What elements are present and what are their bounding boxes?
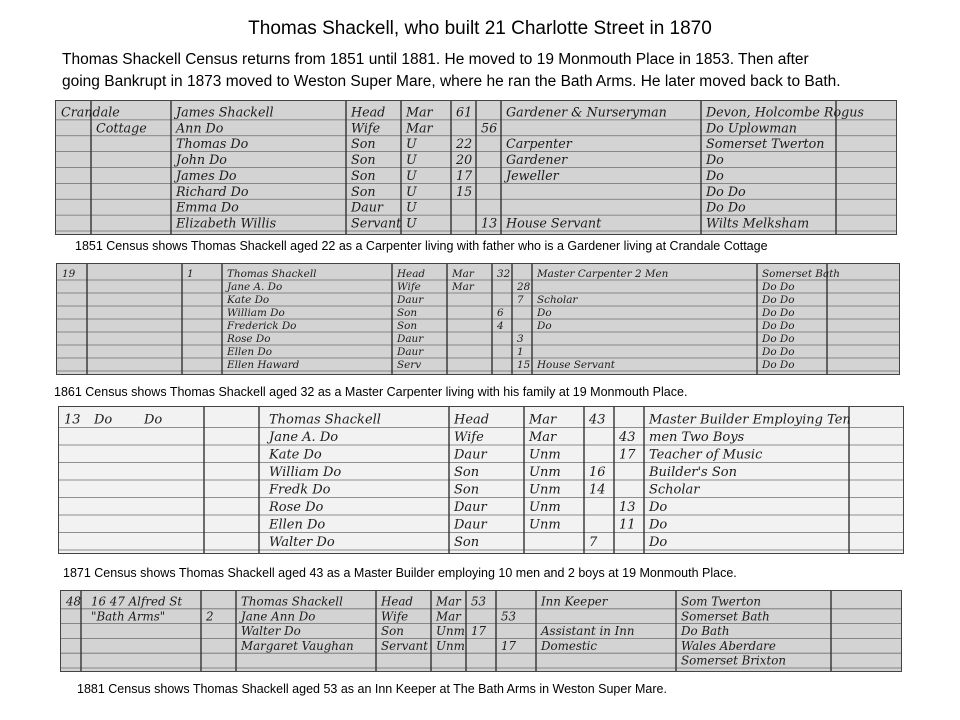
census-age-male-cell: 22 bbox=[456, 136, 473, 152]
census-birthplace-cell: Do Do bbox=[706, 183, 746, 199]
census-name-cell: Elizabeth Willis bbox=[176, 215, 277, 231]
census-place-text: 48 bbox=[66, 594, 82, 609]
census-relation-cell: Son bbox=[351, 167, 376, 183]
census-relation-cell: Son bbox=[397, 320, 418, 333]
census-name-cell: Thomas Shackell bbox=[269, 412, 381, 428]
census-name-cell: Ellen Do bbox=[269, 517, 326, 533]
census-condition-cell: U bbox=[406, 199, 417, 215]
census-birthplace-cell: Do Do bbox=[762, 333, 795, 346]
census-name-cell: Ellen Haward bbox=[227, 359, 300, 372]
census-condition-cell: U bbox=[406, 167, 417, 183]
census-age-female-cell: 56 bbox=[481, 120, 498, 136]
census-name-cell: Ann Do bbox=[176, 120, 224, 136]
census-occupation-cell: Do bbox=[649, 500, 668, 516]
census-condition-cell: Unm bbox=[529, 482, 561, 498]
census-name-cell: William Do bbox=[269, 465, 342, 481]
census-age-male-cell: 7 bbox=[589, 535, 598, 551]
census-name-cell: Richard Do bbox=[176, 183, 249, 199]
census-age-female-cell: 53 bbox=[501, 609, 517, 624]
census-condition-cell: Mar bbox=[436, 594, 461, 609]
census-condition-cell: U bbox=[406, 215, 417, 231]
census-name-cell: Emma Do bbox=[176, 199, 239, 215]
census-relation-cell: Son bbox=[351, 152, 376, 168]
census-name-cell: Rose Do bbox=[227, 333, 271, 346]
census-birthplace-cell: Somerset Bath bbox=[762, 268, 841, 281]
census-relation-cell: Head bbox=[351, 104, 386, 120]
census-name-cell: Thomas Shackell bbox=[227, 268, 317, 281]
census-place-text: 1 bbox=[187, 268, 194, 281]
census-birthplace-cell: Som Twerton bbox=[681, 594, 761, 609]
census-birthplace-cell: Do bbox=[706, 152, 724, 168]
census-occupation-cell: Assistant in Inn bbox=[541, 624, 635, 639]
census-relation-cell: Son bbox=[454, 535, 480, 551]
census-name-cell: Jane Ann Do bbox=[241, 609, 316, 624]
census-relation-cell: Wife bbox=[397, 281, 421, 294]
census-ledger-svg bbox=[61, 591, 901, 671]
census-occupation-cell: Do bbox=[649, 517, 668, 533]
census-name-cell: Walter Do bbox=[269, 535, 335, 551]
page-title: Thomas Shackell, who built 21 Charlotte Street in 1870 bbox=[248, 18, 712, 39]
census-occupation-cell: House Servant bbox=[506, 215, 602, 231]
census-name-cell: Fredk Do bbox=[269, 482, 331, 498]
census-occupation-cell: Jeweller bbox=[506, 167, 559, 183]
census-place-text: 2 bbox=[206, 609, 214, 624]
census-birthplace-cell: Do Do bbox=[762, 346, 795, 359]
census-age-male-cell: 61 bbox=[456, 104, 473, 120]
census-birthplace-cell: Do Do bbox=[762, 320, 795, 333]
census-relation-cell: Daur bbox=[454, 500, 487, 516]
census-image-1871 bbox=[58, 406, 904, 554]
census-age-male-cell: 16 bbox=[589, 465, 606, 481]
census-place-text: Do bbox=[144, 412, 163, 428]
census-condition-cell: Unm bbox=[529, 500, 561, 516]
census-relation-cell: Wife bbox=[454, 430, 484, 446]
census-age-male-cell: 17 bbox=[456, 167, 473, 183]
census-birthplace-cell: Do Do bbox=[762, 281, 795, 294]
census-age-male-cell: 32 bbox=[497, 268, 511, 281]
census-relation-cell: Son bbox=[381, 624, 404, 639]
census-condition-cell: Mar bbox=[529, 430, 557, 446]
census-birthplace-cell: Devon, Holcombe Rogus bbox=[706, 104, 864, 120]
census-age-female-cell: 1 bbox=[517, 346, 524, 359]
census-relation-cell: Servant bbox=[381, 638, 428, 653]
census-age-male-cell: 15 bbox=[456, 183, 473, 199]
census-relation-cell: Head bbox=[397, 268, 426, 281]
census-birthplace-cell: Wilts Melksham bbox=[706, 215, 810, 231]
census-name-cell: James Do bbox=[176, 167, 237, 183]
census-birthplace-cell: Do Bath bbox=[681, 624, 730, 639]
census-relation-cell: Daur bbox=[397, 346, 424, 359]
census-occupation-cell: men Two Boys bbox=[649, 430, 745, 446]
census-name-cell: Kate Do bbox=[227, 294, 270, 307]
caption-1861: 1861 Census shows Thomas Shackell aged 32 as a Master Carpenter living with his family at 19 Monmouth Place. bbox=[54, 385, 688, 399]
census-condition-cell: Mar bbox=[436, 609, 461, 624]
census-birthplace-cell: Do Do bbox=[706, 199, 746, 215]
census-occupation-cell: Scholar bbox=[649, 482, 700, 498]
intro-text bbox=[62, 49, 942, 93]
caption-1851: 1851 Census shows Thomas Shackell aged 22 as a Carpenter living with father who is a Gardener living at Crandale Cottage bbox=[75, 239, 768, 253]
census-image-1861 bbox=[56, 263, 900, 375]
census-place-text: 19 bbox=[62, 268, 76, 281]
census-age-female-cell: 17 bbox=[619, 447, 636, 463]
census-occupation-cell: Master Carpenter 2 Men bbox=[537, 268, 669, 281]
census-age-male-cell: 20 bbox=[456, 152, 473, 168]
census-relation-cell: Servant bbox=[351, 215, 402, 231]
census-occupation-cell: Do bbox=[537, 307, 552, 320]
intro-line-1: Thomas Shackell Census returns from 1851 until 1881. He moved to 19 Monmouth Place in 1853. Then after bbox=[62, 51, 809, 68]
census-relation-cell: Son bbox=[351, 183, 376, 199]
census-condition-cell: Unm bbox=[529, 465, 561, 481]
census-birthplace-cell: Do bbox=[706, 167, 724, 183]
census-age-female-cell: 11 bbox=[619, 517, 636, 533]
census-condition-cell: Mar bbox=[452, 281, 474, 294]
census-birthplace-cell: Do Do bbox=[762, 294, 795, 307]
census-ledger-svg bbox=[59, 407, 903, 553]
census-age-female-cell: 43 bbox=[619, 430, 636, 446]
census-age-female-cell: 13 bbox=[619, 500, 636, 516]
census-ledger-svg bbox=[56, 101, 896, 234]
census-name-cell: Jane A. Do bbox=[269, 430, 339, 446]
census-place-text: 13 bbox=[64, 412, 81, 428]
census-age-female-cell: 15 bbox=[517, 359, 531, 372]
census-relation-cell: Son bbox=[454, 482, 480, 498]
census-occupation-cell: Do bbox=[537, 320, 552, 333]
census-relation-cell: Head bbox=[381, 594, 413, 609]
census-age-female-cell: 3 bbox=[517, 333, 524, 346]
census-relation-cell: Wife bbox=[381, 609, 409, 624]
census-birthplace-cell: Wales Aberdare bbox=[681, 638, 776, 653]
census-age-male-cell: 4 bbox=[497, 320, 504, 333]
census-age-male-cell: 17 bbox=[471, 624, 487, 639]
census-name-cell: Thomas Do bbox=[176, 136, 249, 152]
census-place-text: Cottage bbox=[96, 120, 147, 136]
census-name-cell: Walter Do bbox=[241, 624, 301, 639]
census-relation-cell: Daur bbox=[454, 447, 487, 463]
census-age-male-cell: 53 bbox=[471, 594, 487, 609]
census-place-text: 16 47 Alfred St bbox=[91, 594, 183, 609]
census-birthplace-cell: Do Do bbox=[762, 359, 795, 372]
census-condition-cell: U bbox=[406, 136, 417, 152]
census-relation-cell: Head bbox=[454, 412, 490, 428]
census-name-cell: William Do bbox=[227, 307, 285, 320]
census-occupation-cell: Master Builder Employing Ten bbox=[649, 412, 851, 428]
census-relation-cell: Daur bbox=[397, 333, 424, 346]
census-age-female-cell: 28 bbox=[517, 281, 531, 294]
census-name-cell: John Do bbox=[176, 152, 227, 168]
census-relation-cell: Daur bbox=[397, 294, 424, 307]
census-birthplace-cell: Somerset Bath bbox=[681, 609, 770, 624]
census-relation-cell: Serv bbox=[397, 359, 422, 372]
census-occupation-cell: Carpenter bbox=[506, 136, 572, 152]
census-occupation-cell: Builder's Son bbox=[649, 465, 737, 481]
census-condition-cell: Unm bbox=[529, 517, 561, 533]
caption-1871: 1871 Census shows Thomas Shackell aged 43 as a Master Builder employing 10 men and 2 boys at 19 Monmouth Place. bbox=[63, 566, 737, 580]
census-birthplace-cell: Somerset Twerton bbox=[706, 136, 825, 152]
census-age-female-cell: 7 bbox=[517, 294, 524, 307]
census-occupation-cell: Scholar bbox=[537, 294, 578, 307]
census-occupation-cell: Domestic bbox=[541, 638, 598, 653]
census-name-cell: Margaret Vaughan bbox=[241, 638, 354, 653]
intro-line-2: going Bankrupt in 1873 moved to Weston Super Mare, where he ran the Bath Arms. He later moved back to Bath. bbox=[62, 73, 841, 90]
census-name-cell: James Shackell bbox=[176, 104, 274, 120]
census-birthplace-cell: Do Do bbox=[762, 307, 795, 320]
census-condition-cell: Mar bbox=[529, 412, 557, 428]
census-condition-cell: U bbox=[406, 152, 417, 168]
census-name-cell: Thomas Shackell bbox=[241, 594, 343, 609]
census-occupation-cell: Do bbox=[649, 535, 668, 551]
census-age-male-cell: 6 bbox=[497, 307, 504, 320]
census-name-cell: Frederick Do bbox=[227, 320, 297, 333]
census-condition-cell: Unm bbox=[436, 624, 465, 639]
census-occupation-cell: Gardener bbox=[506, 152, 568, 168]
census-condition-cell: Unm bbox=[436, 638, 465, 653]
census-age-female-cell: 17 bbox=[501, 638, 517, 653]
census-relation-cell: Daur bbox=[351, 199, 383, 215]
census-relation-cell: Wife bbox=[351, 120, 381, 136]
census-age-male-cell: 43 bbox=[589, 412, 606, 428]
census-age-female-cell: 13 bbox=[481, 215, 498, 231]
census-place-text: Crandale bbox=[61, 104, 120, 120]
census-relation-cell: Son bbox=[397, 307, 418, 320]
census-place-text: "Bath Arms" bbox=[91, 609, 166, 624]
census-image-1851 bbox=[55, 100, 897, 235]
census-occupation-cell: Teacher of Music bbox=[649, 447, 763, 463]
census-birthplace-cell: Do Uplowman bbox=[706, 120, 797, 136]
census-ledger-svg bbox=[57, 264, 899, 374]
caption-1881: 1881 Census shows Thomas Shackell aged 53 as an Inn Keeper at The Bath Arms in Weston Super Mare. bbox=[77, 682, 667, 696]
census-name-cell: Jane A. Do bbox=[227, 281, 283, 294]
census-condition-cell: Mar bbox=[452, 268, 474, 281]
census-relation-cell: Daur bbox=[454, 517, 487, 533]
census-name-cell: Rose Do bbox=[269, 500, 324, 516]
census-relation-cell: Son bbox=[454, 465, 480, 481]
census-occupation-cell: Inn Keeper bbox=[541, 594, 608, 609]
census-age-male-cell: 14 bbox=[589, 482, 606, 498]
census-condition-cell: Mar bbox=[406, 104, 433, 120]
census-condition-cell: Unm bbox=[529, 447, 561, 463]
census-condition-cell: Mar bbox=[406, 120, 433, 136]
census-image-1881 bbox=[60, 590, 902, 672]
census-place-text: Do bbox=[94, 412, 113, 428]
census-occupation-cell: House Servant bbox=[537, 359, 615, 372]
census-relation-cell: Son bbox=[351, 136, 376, 152]
census-name-cell: Kate Do bbox=[269, 447, 322, 463]
census-name-cell: Ellen Do bbox=[227, 346, 272, 359]
census-occupation-cell: Gardener & Nurseryman bbox=[506, 104, 667, 120]
census-birthplace-cell: Somerset Brixton bbox=[681, 653, 786, 668]
census-condition-cell: U bbox=[406, 183, 417, 199]
